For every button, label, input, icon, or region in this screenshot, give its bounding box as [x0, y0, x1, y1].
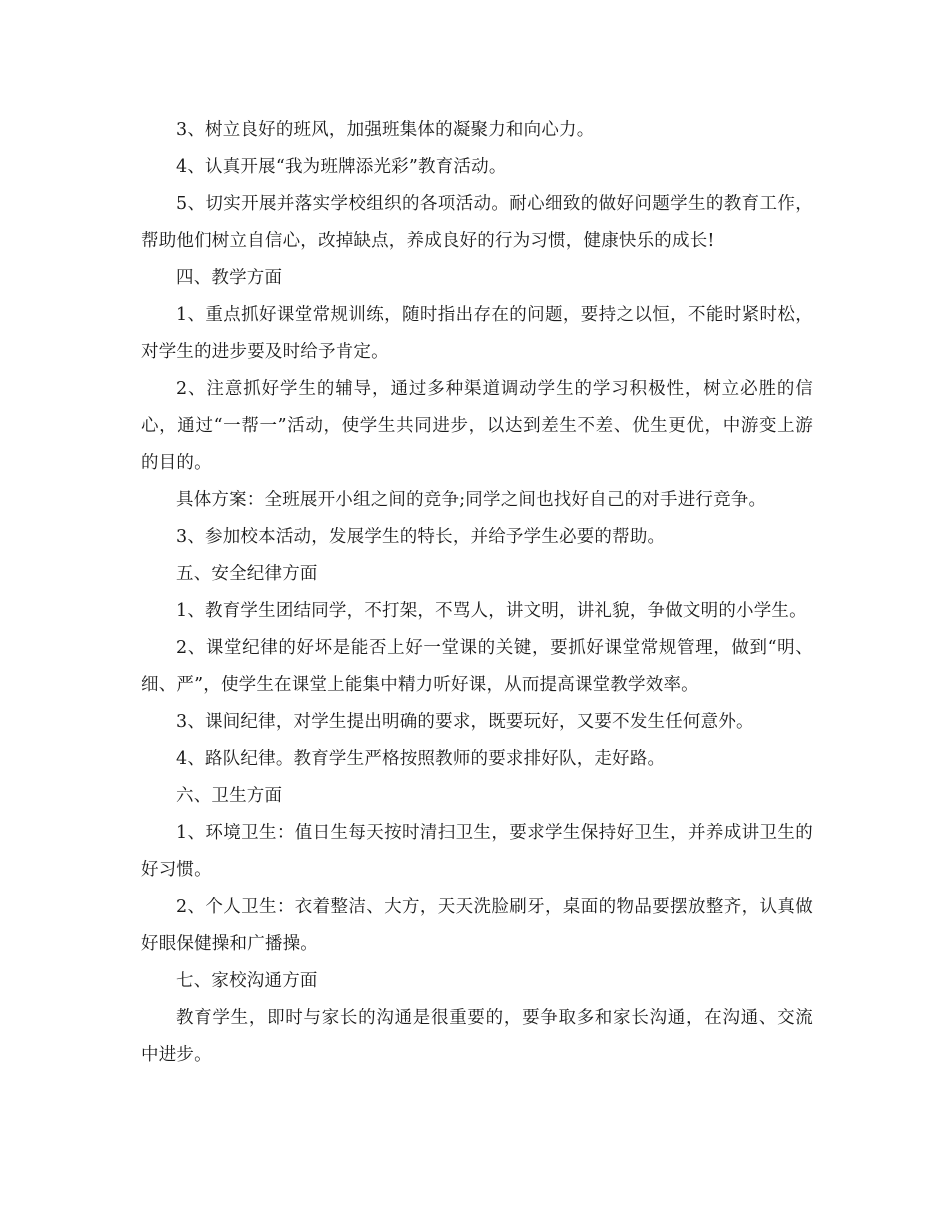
paragraph-school-based-activities: 3、参加校本活动，发展学生的特长，并给予学生必要的帮助。: [176, 527, 666, 547]
paragraph-class-badge-activity: 4、认真开展“我为班牌添光彩”教育活动。: [176, 157, 507, 177]
paragraph-classroom-discipline: 2、课堂纪律的好坏是能否上好一堂课的关键，要抓好课堂常规管理，做到“明、细、严”，使学生在课堂上能集中精力听好课，从而提高课堂教学效率。: [141, 638, 813, 695]
paragraph-class-spirit: 3、树立良好的班风，加强班集体的凝聚力和向心力。: [176, 120, 595, 140]
paragraph-break-discipline: 3、课间纪律，对学生提出明确的要求，既要玩好，又要不发生任何意外。: [176, 712, 754, 732]
paragraph-unity: 1、教育学生团结同学，不打架，不骂人，讲文明，讲礼貌，争做文明的小学生。: [176, 601, 807, 621]
paragraph-environment-hygiene: 1、环境卫生：值日生每天按时清扫卫生，要求学生保持好卫生，并养成讲卫生的好习惯。: [141, 823, 813, 880]
paragraph-personal-hygiene: 2、个人卫生：衣着整洁、大方，天天洗脸刷牙，桌面的物品要摆放整齐，认真做好眼保健操和广播操。: [141, 897, 813, 954]
section-heading-hygiene: 六、卫生方面: [176, 786, 283, 806]
paragraph-classroom-routine: 1、重点抓好课堂常规训练，随时指出存在的问题，要持之以恒，不能时紧时松，对学生的进步要及时给予肯定。: [141, 305, 813, 362]
paragraph-parent-communication: 教育学生，即时与家长的沟通是很重要的，要争取多和家长沟通，在沟通、交流中进步。: [141, 1008, 813, 1065]
paragraph-school-activities: 5、切实开展并落实学校组织的各项活动。耐心细致的做好问题学生的教育工作，帮助他们树立自信心，改掉缺点，养成良好的行为习惯，健康快乐的成长!: [141, 194, 813, 251]
paragraph-specific-plan: 具体方案：全班展开小组之间的竞争;同学之间也找好自己的对手进行竞争。: [176, 490, 767, 510]
document-body: [141, 112, 813, 1074]
paragraph-tutoring: 2、注意抓好学生的辅导，通过多种渠道调动学生的学习积极性，树立必胜的信心，通过“一帮一”活动，使学生共同进步，以达到差生不差、优生更优，中游变上游的目的。: [141, 379, 813, 473]
section-heading-home-school: 七、家校沟通方面: [176, 971, 318, 991]
section-heading-safety-discipline: 五、安全纪律方面: [176, 564, 318, 584]
section-heading-teaching: 四、教学方面: [176, 268, 283, 288]
paragraph-queue-discipline: 4、路队纪律。教育学生严格按照教师的要求排好队，走好路。: [176, 749, 666, 769]
